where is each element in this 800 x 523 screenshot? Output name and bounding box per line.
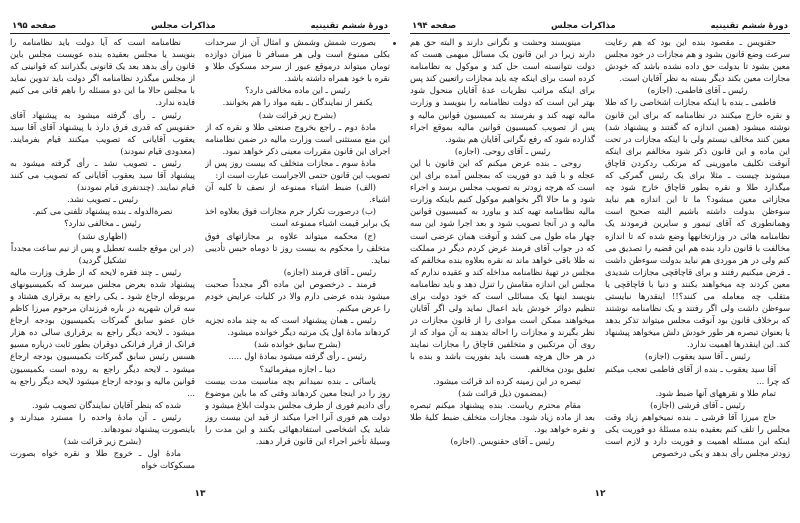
footer-page-number: ۱۲: [594, 489, 606, 499]
paragraph: رئیس ـ آن مادهٔ واحده را مسترد میدارند و باینصورت پیشنهاد نمودهاند.: [10, 411, 195, 434]
paragraph: رئیس ـ آقای فرمند (اجازه): [283, 266, 376, 277]
paragraph: رئیس ـ رأی گرفته میشود به پیشنهاد آقای حقنویس که قدری فرق دارد با پیشنهاد آقای آقا سید یعقوب آقایانی که تصویب میکنند قیام بفرمایند. (معدودی قیام نمودند): [10, 109, 195, 156]
session-label: دورهٔ ششم تقنینیه: [710, 21, 788, 31]
paragraph: مادهٔ سوم ـ مجازات متخلف که بیست روز پس از تصویب این قانون حتمی الاجراست عبارت است از:: [205, 157, 390, 181]
centered-note: رئیس ـ آقای فاطمی. (اجازه): [647, 85, 748, 96]
text-columns: [10, 36, 390, 481]
centered-note: رئیس ـ آقای حقنویس. (اجازه): [450, 436, 555, 447]
paragraph: فاطمی ـ بنده با اینکه مجازات اشخاصی را که طلا و نقره خارج میکنند در نظامنامه که برای این قانون نوشته میشود (همین اندازه که گفتند و پیشنهاد شد) معین کنند مخالف نیستم ولی با اینکه مجازات در تحت این ماده و این قانون ذکر شود مخالفم برای اینکه آنوقت تکلیف مامورینی که مرتکب ردکردن قاچاق میشوند چیست ـ مثلا برای یک رئیس گمرکی که میگذارد طلا و نقره بطور قاچاق خارج شود چه مجازاتی معین میشود؟ ما تا این اندازه هم نباید سوءظن بدولت داشته باشیم البته صحیح است وهمانطوری که آقای تیمور و سایرین فرمودند یک نظامنامه هائی در وزارتخانهها وضع شده که تا اندازه مخالفت با قانون دارد بنده هم این قضیه را تصدیق می کنم ولی در هر موردی هم نباید بدولت سوءظن داشت ـ فرض میکنیم رفتند و برای قاچاقچی مجازات شدیدی معین کردند چه میخواهند بکنند و دنیا با قاچاقچی یا متقلب چه معامله می کنند؟!! اینقدرها نبایستی سوءظن داشت ولی اگر رفتند و یک نظامنامه نوشتند که برخلاف قانون بود آنوقت مجلس میتواند تذکر بدهد یا بعنوان تبصره هر طور خودش دلش میخواهد پیشنهاد کند. این اینقدرها اهمیت ندارد.: [605, 97, 790, 350]
centered-note: رئیس ـ آقا سید یعقوب (اجازه): [644, 351, 751, 362]
centered-note: (بشرح سابق خوانده شد): [254, 339, 341, 350]
centered-note: رئیس ـ مخالفی ندارد؟: [64, 218, 141, 229]
paragraph: (الف) ضبط اشیاء ممنوعه از نصف تا کلیه آن اشیاء.: [205, 182, 390, 205]
paragraph: رئیس ـ چند فقره لایحه که از طرف وزارت مالیه پیشنهاد شده بعرض مجلس میرسد که بکمیسیونهای مربوطه ارجاع شود ـ یکی راجع به برقراری هشتاد و سه قران شهریه در باره فرزندان مرحوم میرزا کاظم خان عضو سابق گمرکات بکمیسیون بودجه ارجاع میشود ـ لایحه دیگر راجع به برقراری سالی ده هزار فرانک از قرار فرانکی دوقران بطور ثابت درباره مسیو هسس رئیس سابق گمرکات بکمیسیون بودجه ارجاع میشود ـ لایحه دیگر راجع به روده است بکمیسیون قوانین مالیه و بودجه ارجاع میشود لایحه دیگر راجع به ...: [10, 266, 195, 398]
header-rule: [410, 33, 790, 34]
paragraph: رئیس ـ تصویب نشد ـ رأی گرفته میشود به پیشنهاد آقا سید یعقوب آقایانی که تصویب می کنند قیام نمایند. (چندنفری قیام نمودند): [10, 157, 195, 193]
paragraph: (ب) درصورت تکرار جرم مجازات فوق بعلاوه اخذ یک برابر قیمت اشیاء ممنوعه است: [205, 206, 390, 229]
paragraph: فرمند ـ درخصوص این ماده اگر مجدداً صحبت میشود بنده عرضی دارم والا در کلیات عرایض خودم را عرض میکنم.: [205, 278, 390, 314]
binding-mark: [393, 42, 396, 45]
centered-note: رئیس ـ رأی گرفته میشود بمادهٔ اول .....: [228, 351, 367, 362]
centered-note: (در این موقع جلسه تعطیل و پس از نیم ساعت مجدداً تشکیل گردید): [10, 242, 195, 265]
centered-note: (بمضمون ذیل قرائت شد): [458, 387, 547, 398]
centered-note: رئیس ـ این ماده مخالفی دارد؟: [244, 85, 351, 96]
header-page-number: صفحه ۱۹۴: [412, 21, 457, 31]
paragraph: تبصره در این زمینه کرده اند قرائت میشود.: [433, 375, 581, 386]
paragraph: بصورت شمش وشمش و امثال آن از سرحدات بکلی ممنوع است ولی هر مسافر تا میزان دوازده تومان میتواند درموقع عبور از سرحد مسکوک طلا و نقره با خود همراه داشته باشد.: [205, 37, 390, 84]
text-column: [10, 36, 195, 481]
centered-note: (بشرح زیر قرائت شد): [258, 109, 337, 120]
text-column: [205, 36, 390, 481]
paragraph: آقا سید یعقوب ـ بنده از آقای فاطمی تعجب میکنم که چرا ...: [605, 363, 790, 386]
centered-note: رئیس ـ تصویب نشد.: [67, 194, 138, 205]
page-header: [412, 20, 788, 32]
paragraph: حاج میرزا آقا قرشی ـ بنده نمیخواهم زیاد وقت مجلس را تلف کنم بعقیده بنده مسئلهٔ دو فوریت یکی اینکه این مسئله اهمیت و فوریت دارد و لازم است زودتر مجلس رأی بدهد و یکی درخصوص: [605, 411, 790, 459]
centered-note: (اظهاری نشد): [78, 230, 127, 241]
text-column: [410, 36, 595, 481]
page-header: [12, 20, 388, 32]
header-title: مذاکرات مجلس: [151, 21, 216, 31]
centered-note: دیبا ـ اجازه میفرمائید؟: [259, 363, 336, 374]
session-label: دورهٔ ششم تقنینیه: [310, 21, 388, 31]
centered-note: (بشرح زیر قرائت شد): [63, 436, 142, 447]
paragraph: مینویسند وحشت و نگرانی دارند و البته حق هم دارند زیرا در این قانون یک مسائل مبهمی هست که دولت نتوانسته است حل کند و موکول به نظامنامه کرده است برای اینکه چه باید مجازات راتعیین کند پس برای اینکه مراتب نظریات عدهٔ آقایان منحول شود بهتر این است که دولت نظامنامه را بنویسد و وزارت مالیه تهیه کند و بفرستد به کمیسیون قوانین مالیه و پس از تصویب کمیسیون قوانین مالیه بموقع اجراء گذارده شود که رفع نگرانی آقایان هم بشود.: [410, 37, 595, 144]
paragraph: نظامنامه است که آیا دولت باید نظامنامه را بنویسد یا مجلس بعقیده بنده عویست مجلس باین قانون رأی بدهد بعد یک قانونی بگذرانند که قوانینی که از مجلس میگذرد نظامنامه اگر دولت باید تدوین نماید با مجلس حالا ما این دو مسئله را باهم قاتی می کنیم فایده ندارد.: [10, 37, 195, 108]
paragraph: مادهٔ دوم ـ راجع بخروج صنعتی طلا و نقره که از این منع مستثنی است وزارت مالیه در ضمن نظامنامه اجرای این قانون مقررات معینی ذکر خواهد نمود.: [205, 121, 390, 156]
centered-note: رئیس ـ آقای قرشی (اجازه): [650, 399, 745, 410]
centered-note: یکنفر از نمایندگان ـ بقیه مواد را هم بخوانند.: [222, 97, 373, 108]
header-title: مذاکرات مجلس: [551, 21, 616, 31]
paragraph: تمام طلا و نقرههای آنها ضبط شود.: [655, 387, 776, 398]
paragraph: حقنویس ـ مقصود بنده این بود که هم رعایت سرعت وضع قانون بشود و هم مجازات در خود مجلس معین بشود تا بدولت حق داده نشده باشد که خودش مجازات معین بکند دیگر بسته به نظر آقایان است.: [605, 37, 790, 84]
paragraph: مقام محترم ریاست. بنده پیشنهاد میکنم تبصره بعد از ماده زیاد شود. مجازات متخلف ضبط کلیهٔ طلا و نقره خواهد بود.: [410, 399, 595, 434]
header-page-number: صفحه ۱۹۵: [12, 21, 57, 31]
text-columns: [410, 36, 790, 481]
header-rule: [10, 33, 390, 34]
paragraph: روحی ـ بنده عرض میکنم که این قانون با این عجله و با قید دو فوریت که بمجلس آمده برای این است که هرچه زودتر به تصویب مجلس برسد و اجراء شود و ما حالا اگر بخواهیم موکول کنیم باینکه وزارت مالیه نظامنامه تهیه کند و بیاورد به کمیسیون قوانین مالیه و در آنجا تصویب شود و بعد اجرا شود این سه چهار ماه طول می کشد و آنوقت همان عرضی است که در جواب آقای فرمند عرض کردم دیگر در مملکت نه طلا باقی خواهد ماند نه نقره بعلاوه بنده مخالفم که مجلس در تهیهٔ نظامنامه مداخله کند و عقیده ندارم که مجلس این اندازه مقامش را تنزل دهد و باید نظامنامه بنویسد اینها یک مسائلی است که خود دولت برای تنظیم دوائر خودش باید اعمال نماید ولی اگر آقایان میخواهند ممکن است موادی را از قانون مجازات در نظر بگیرند و مجازات را احاله بدهند به آن مواد که از روی آن مرتکبین و متخلفین قاچاق را مجازات نمایند در هر حال هرچه هست باید بفوریت باشد و بنده با تعلیق بودن مخالفم.: [410, 157, 595, 374]
paragraph: مادهٔ اول ـ خروج طلا و نقره خواه بصورت مسکوکات خواه: [10, 448, 195, 471]
paragraph: یاسائی ـ بنده نمیدانم بچه مناسبت مدت بیست روز را در اینجا معین کردهاند وقتی که ما باین موضوع رأی دادیم فوری از طرف مجلس بدولت ابلاغ میشود و دولت هم فوری آنرا اجرا میکند از قید این بیست روز شاید یک اشخاصی استفادههائی بکنند و این مدت را وسیلهٔ تأخیر اجراء این قانون قرار دهند.: [205, 375, 390, 447]
centered-note: نصرةالدوله ـ بنده پیشنهاد تلفنی می کنم.: [32, 206, 173, 217]
paragraph: شده که بنظر آقایان نمایندگان تصویب شود.: [32, 399, 181, 410]
right-page: [400, 0, 800, 523]
text-column: [605, 36, 790, 481]
paragraph: رئیس ـ همان پیشنهاد است که به چند ماده تجزیه کردهاند مادهٔ اول یک مرتبه دیگر خوانده میشود.: [205, 315, 390, 338]
centered-note: رئیس ـ آقای روحی. (اجازه): [454, 145, 551, 156]
paragraph: (ج) محکمه میتواند علاوه بر مجازاتهای فوق متخلف را محکوم به بیست روز تا دوماه حبس تأدیبی نماید.: [205, 230, 390, 265]
footer-page-number: ۱۳: [194, 489, 206, 499]
